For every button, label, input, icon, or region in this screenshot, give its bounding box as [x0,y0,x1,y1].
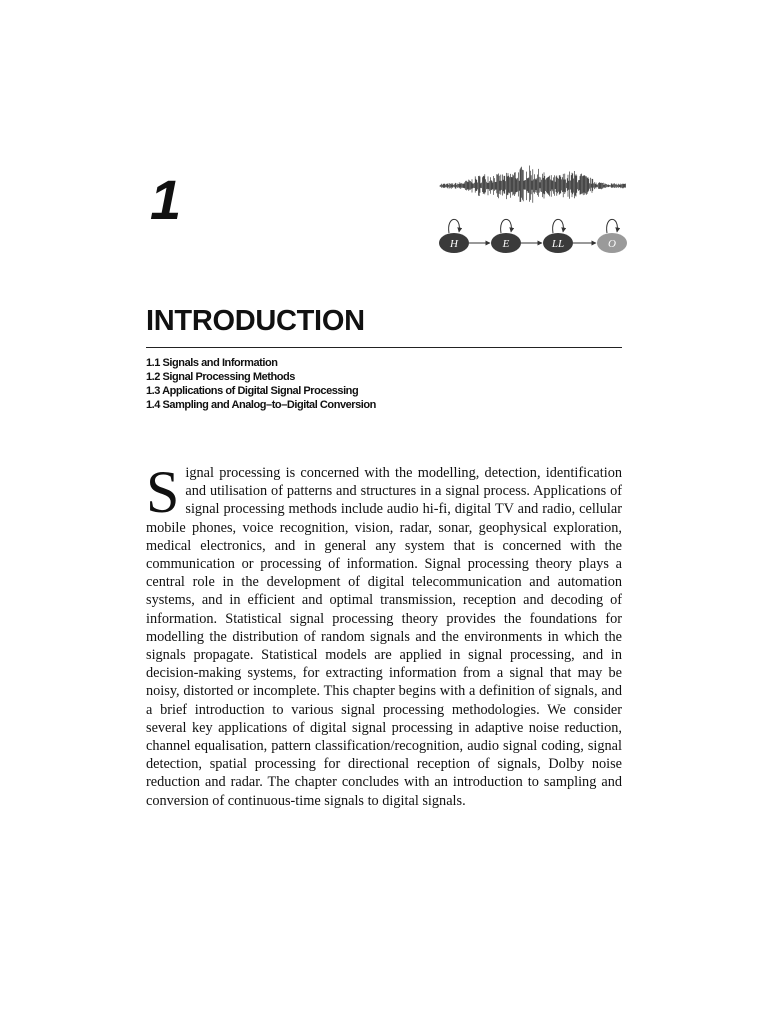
chapter-contents [146,356,376,412]
hmm-state-label: E [502,238,510,250]
title-divider [146,347,622,348]
paragraph-text: ignal processing is concerned with the modelling, detection, identification and utilisation of patterns and structures in a signal process. Applications of signal processing methods include audio hi-fi, digital TV and radio, cellular mobile phones, voice recognition, vision, radar, sonar, geophysical exploration, medical electronics, and in general any system that is concerned with the communication or processing of information. Signal processing theory plays a central role in the development of digital telecommunication and automation systems, and in efficient and optimal transmission, reception and decoding of information. Statistical signal processing theory provides the foundations for modelling the distribution of random signals and the environments in which the signals propagate. Statistical models are applied in signal processing, and in decision-making systems, for extracting information from a signal that may be noisy, distorted or incomplete. This chapter begins with a definition of signals, and a brief introduction to various signal processing methodologies. We consider several key applications of digital signal processing in adaptive noise reduction, channel equalisation, pattern classification/recognition, audio signal coding, signal detection, spatial processing for directional reception of signals, Dolby noise reduction and radar. The chapter concludes with an introduction to sampling and conversion of continuous-time signals to digital signals. [146,465,622,809]
contents-item: 1.4 Sampling and Analog–to–Digital Conversion [146,399,376,411]
contents-item: 1.2 Signal Processing Methods [146,371,295,383]
contents-item: 1.1 Signals and Information [146,357,278,369]
contents-item: 1.3 Applications of Digital Signal Processing [146,385,359,397]
speech-waveform-hmm-figure [436,160,632,262]
self-loop-arrow [607,219,618,233]
hmm-state-chain [439,219,627,253]
waveform-trace [440,166,626,203]
self-loop-arrow [449,219,460,233]
self-loop-arrow [553,219,564,233]
self-loop-arrow [501,219,512,233]
chapter-number: 1 [150,168,182,231]
introduction-paragraph [146,459,622,810]
hmm-state-label: O [608,238,616,250]
speech-waveform [440,166,626,203]
hmm-state-label: H [450,238,458,250]
drop-cap: S [146,459,180,525]
chapter-title: INTRODUCTION [146,305,365,337]
hmm-state-label: LL [551,238,565,250]
